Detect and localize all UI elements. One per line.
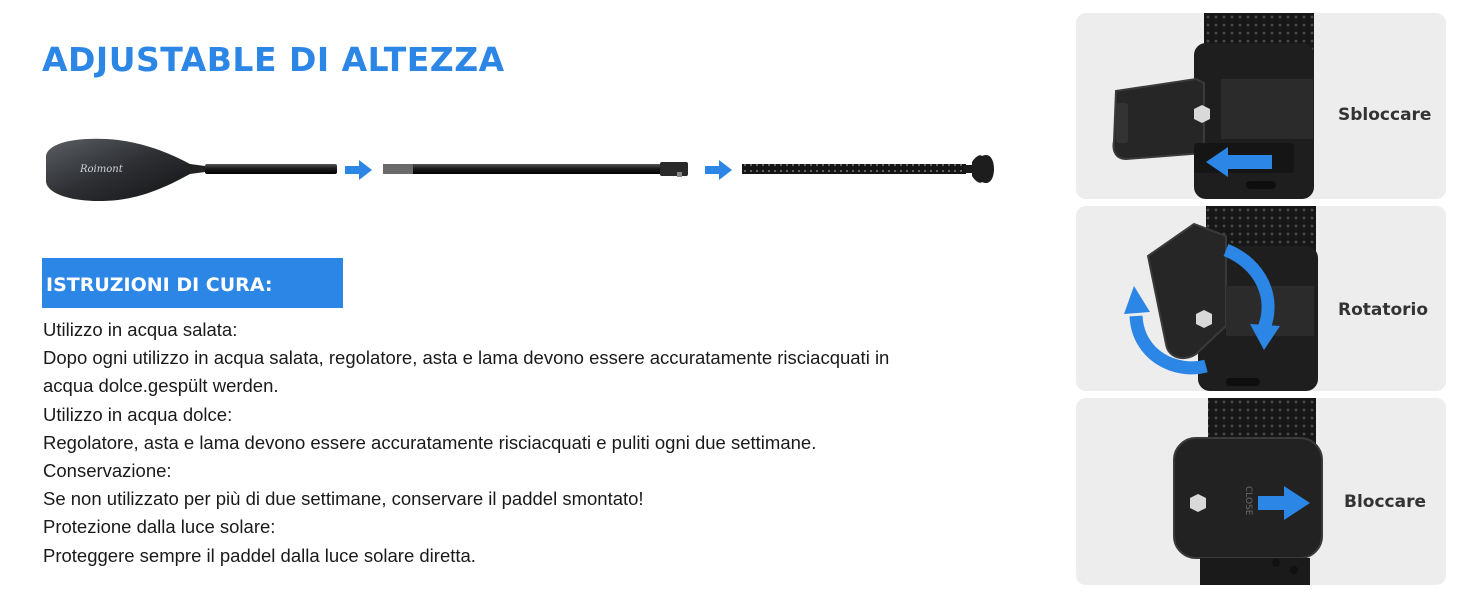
- step-label-rotate: Rotatorio: [1338, 300, 1429, 320]
- care-line: Protezione dalla luce solare:: [43, 516, 276, 538]
- paddle-brand-mark: Roimont: [80, 164, 123, 175]
- step-card-rotate: [1076, 206, 1446, 391]
- paddle-handle-section: [742, 155, 994, 183]
- step-card-lock: [1076, 398, 1446, 585]
- arrow-right-icon: [705, 160, 732, 180]
- step-label-lock: Bloccare: [1344, 492, 1427, 512]
- clamp-rotate-illustration: [1076, 206, 1446, 391]
- care-instructions-text: [43, 316, 1023, 570]
- care-line: acqua dolce.gespült werden.: [43, 375, 279, 397]
- page-title: ADJUSTABLE DI ALTEZZA: [42, 40, 505, 79]
- step-label-unlock: Sbloccare: [1338, 105, 1432, 125]
- arrow-right-icon: [345, 160, 372, 180]
- care-line: Regolatore, asta e lama devono essere accuratamente risciacquati e puliti ogni due settimane.: [43, 431, 817, 453]
- paddle-blade: [46, 139, 205, 201]
- care-line: Utilizzo in acqua salata:: [43, 319, 238, 340]
- paddle-shaft-section-2: [383, 162, 688, 177]
- clamp-close-text: CLOSE: [1243, 486, 1253, 516]
- care-line: Conservazione:: [43, 460, 172, 482]
- paddle-shaft-section-1: [205, 164, 337, 174]
- care-line: Dopo ogni utilizzo in acqua salata, regolatore, asta e lama devono essere accuratamente risciacquati in: [43, 347, 890, 369]
- step-card-unlock: [1076, 13, 1446, 199]
- care-instructions-heading: ISTRUZIONI DI CURA:: [42, 258, 343, 308]
- paddle-sections-illustration: [40, 126, 1040, 212]
- care-line: Utilizzo in acqua dolce:: [43, 403, 233, 425]
- care-line: Se non utilizzato per più di due settimane, conservare il paddel smontato!: [43, 488, 644, 510]
- care-line: Proteggere sempre il paddel dalla luce solare diretta.: [43, 544, 476, 566]
